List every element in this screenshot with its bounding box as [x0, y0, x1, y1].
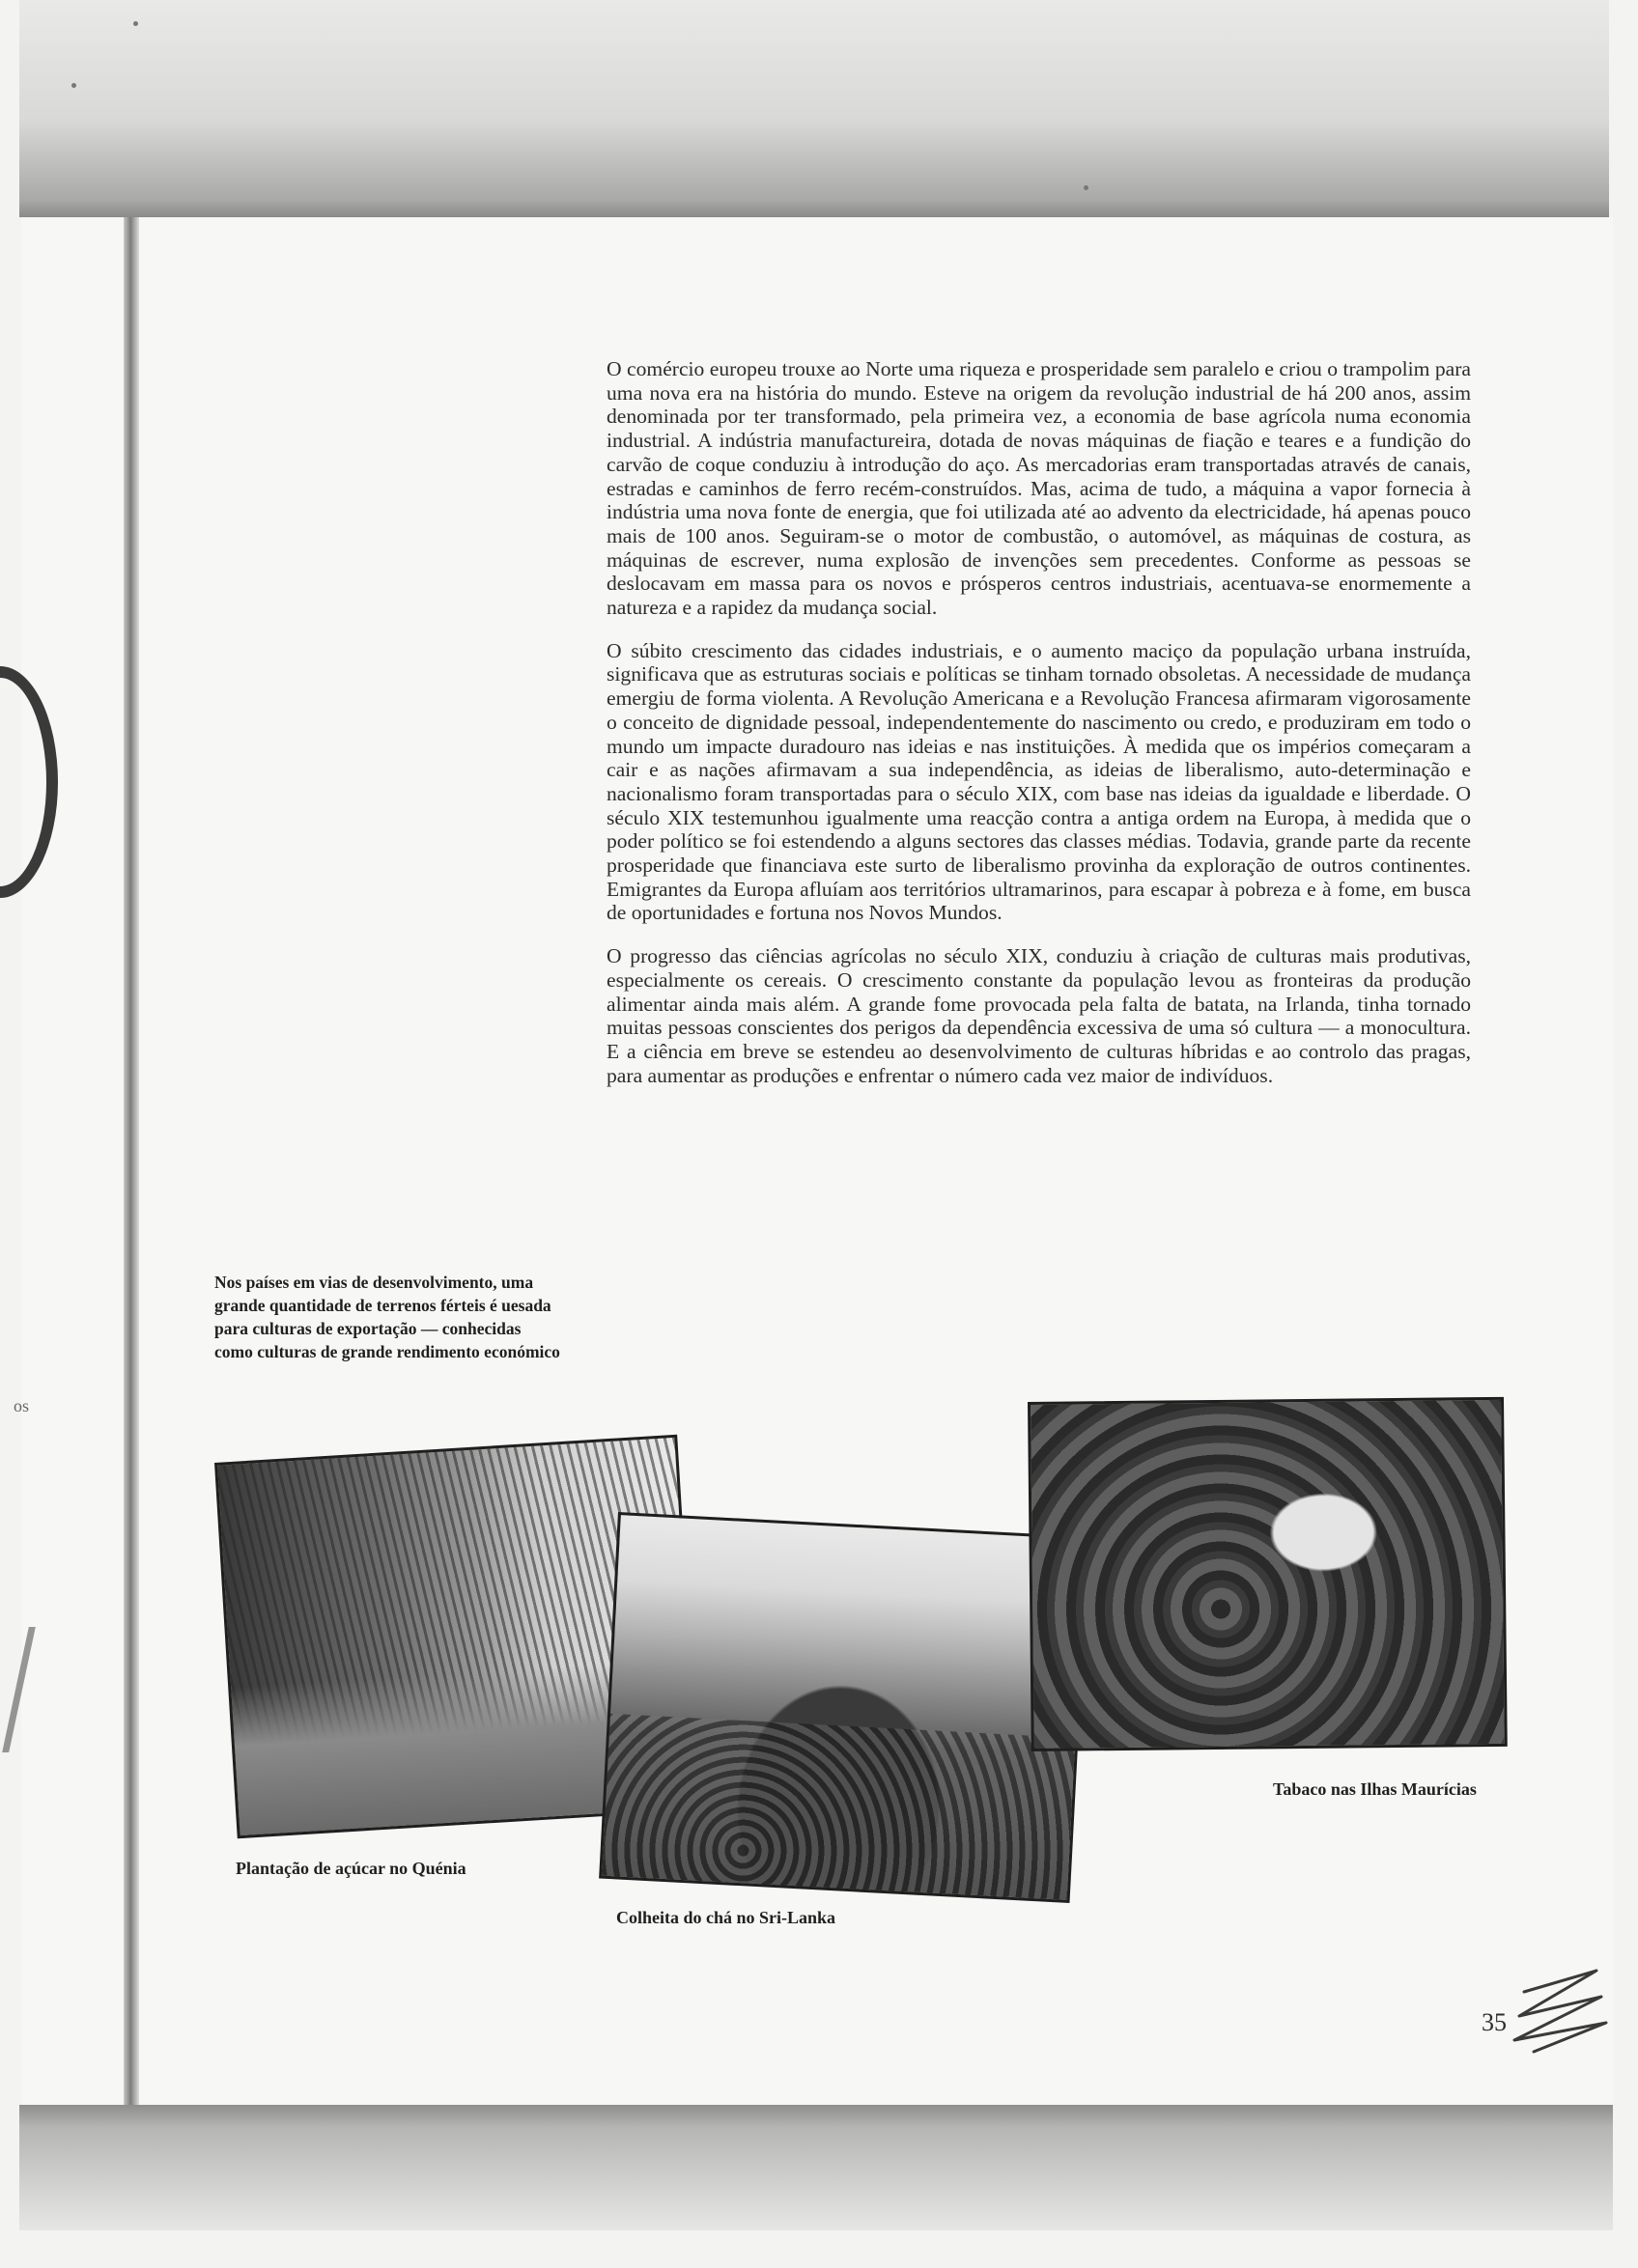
- scan-speck: [1084, 185, 1088, 190]
- sugar-photo-caption: Plantação de açúcar no Quénia: [236, 1859, 466, 1878]
- paragraph-1: O comércio europeu trouxe ao Norte uma riqueza e prosperidade sem paralelo e criou o trampolim para uma nova era na história do mundo. Esteve na origem da revolução industrial de há 200 anos, assim denominada por ter transformado, pela primeira vez, a economia de base agrícola numa economia industrial. A indústria manufactureira, dotada de novas máquinas de fiação e teares e a fundição do carvão de coque conduziu à introdução do aço. As mercadorias eram transportadas através de canais, estradas e caminhos de ferro recém-construídos. Mas, acima de tudo, a máquina a vapor fornecia à indústria uma nova fonte de energia, que foi utilizada até ao advento da electricidade, há apenas pouco mais de 100 anos. Seguiram-se o motor de combustão, o automóvel, as máquinas de costura, as máquinas de escrever, numa explosão de invenções sem precedentes. Conforme as pessoas se deslocavam em massa para os novos e prósperos centros industriais, acentuava-se enormemente a natureza e a rapidez da mudança social.: [607, 357, 1471, 620]
- facing-page-text-fragment: os: [14, 1396, 30, 1415]
- scan-speck: [133, 21, 138, 26]
- page-spine: [124, 217, 139, 2105]
- tea-photo-caption: Colheita do chá no Sri-Lanka: [616, 1908, 836, 1927]
- article-body: [607, 357, 1471, 1106]
- scan-bottom-shadow: [19, 2105, 1613, 2230]
- tobacco-field-photo: [1028, 1397, 1508, 1751]
- scan-speck: [71, 83, 76, 88]
- tea-harvest-photo: [599, 1512, 1088, 1903]
- sidebar-caption: Nos países em vias de desenvolvimento, uma grande quantidade de terrenos férteis é uesada para culturas de exportação — conhecidas como culturas de grande rendimento económico: [214, 1273, 560, 1361]
- paragraph-3: O progresso das ciências agrícolas no século XIX, conduziu à criação de culturas mais produtivas, especialmente os cereais. O crescimento constante da população levou as fronteiras da produção alimentar ainda mais além. A grande fome provocada pela falta de batata, na Irlanda, tinha tornado muitas pessoas conscientes dos perigos da dependência excessiva de uma só cultura — a monocultura. E a ciência em breve se estendeu ao desenvolvimento de culturas híbridas e ao controlo das pragas, para aumentar as produções e enfrentar o número cada vez maior de indivíduos.: [607, 944, 1471, 1087]
- handwritten-signature: [1505, 1963, 1611, 2059]
- tobacco-photo-caption: Tabaco nas Ilhas Maurícias: [1273, 1779, 1477, 1799]
- paragraph-2: O súbito crescimento das cidades industriais, e o aumento maciço da população urbana instruída, significava que as estruturas sociais e políticas se tinham tornado obsoletas. A necessidade de mudança emergiu de forma violenta. A Revolução Americana e a Revolução Francesa afirmaram vigorosamente o conceito de dignidade pessoal, independentemente do nascimento ou credo, e produziram em todo o mundo um impacte duradouro nas ideias e nas instituições. À medida que os impérios começaram a cair e as nações afirmavam a sua independência, as ideias de liberalismo, auto-determinação e nacionalismo foram transportadas para o século XIX, com base nas ideias da igualdade e liberdade. O século XIX testemunhou igualmente uma reacção contra a antiga ordem na Europa, à medida que o poder político se foi estendendo a alguns sectores das classes médias. Todavia, grande parte da recente prosperidade que financiava este surto de liberalismo provinha da exploração de outros continentes. Emigrantes da Europa afluíam aos territórios ultramarinos, para escapar à pobreza e à fome, em busca de oportunidades e fortuna nos Novos Mundos.: [607, 638, 1471, 925]
- page-number: 35: [1482, 2008, 1507, 2036]
- scan-top-shadow: [19, 0, 1609, 217]
